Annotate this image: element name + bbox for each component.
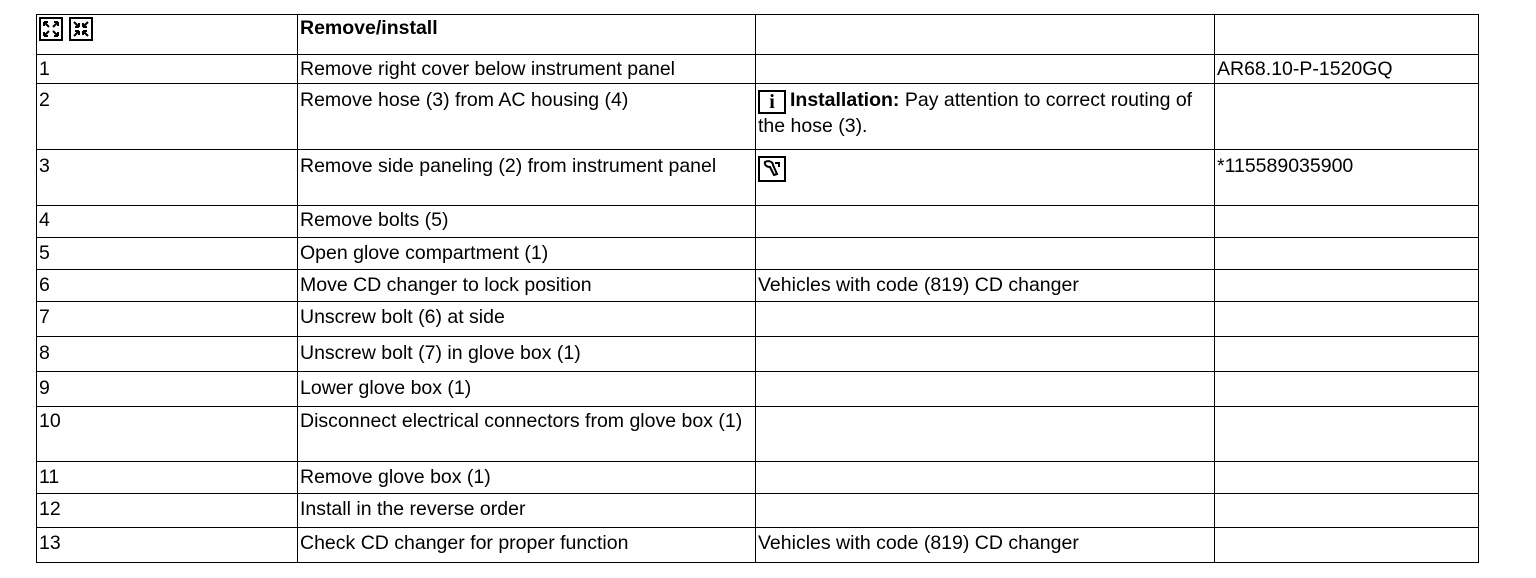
- step-number: 5: [37, 238, 298, 270]
- step-reference-link[interactable]: *115589035900: [1215, 150, 1479, 206]
- step-number: 1: [37, 55, 298, 84]
- step-reference: [1215, 238, 1479, 270]
- table-row: [37, 494, 1479, 528]
- step-reference: [1215, 302, 1479, 337]
- step-number: 13: [37, 528, 298, 563]
- step-reference: [1215, 494, 1479, 528]
- installation-note: Pay attention to correct routing of the hose (3).: [758, 89, 1193, 137]
- step-note: [756, 407, 1215, 462]
- step-action: Disconnect electrical connectors from glove box (1): [298, 407, 756, 462]
- step-reference: [1215, 407, 1479, 462]
- step-number: 9: [37, 372, 298, 407]
- step-number: 4: [37, 206, 298, 238]
- table-row: [37, 270, 1479, 302]
- step-action: Unscrew bolt (7) in glove box (1): [298, 337, 756, 372]
- step-note: [756, 337, 1215, 372]
- step-number: 7: [37, 302, 298, 337]
- header-title: Remove/install: [298, 15, 756, 55]
- step-action: Move CD changer to lock position: [298, 270, 756, 302]
- tool-icon[interactable]: [758, 156, 786, 182]
- table-row: [37, 528, 1479, 563]
- step-reference: [1215, 528, 1479, 563]
- step-number: 2: [37, 84, 298, 150]
- step-action: Remove hose (3) from AC housing (4): [298, 84, 756, 150]
- step-note: Vehicles with code (819) CD changer: [756, 528, 1215, 563]
- table-header-row: [37, 15, 1479, 55]
- step-number: 8: [37, 337, 298, 372]
- step-note: [756, 494, 1215, 528]
- step-action: Lower glove box (1): [298, 372, 756, 407]
- expand-icon[interactable]: [39, 17, 63, 41]
- step-reference: [1215, 270, 1479, 302]
- step-reference-link: [1215, 84, 1479, 150]
- step-reference: [1215, 206, 1479, 238]
- table-row: [37, 407, 1479, 462]
- step-note: [756, 55, 1215, 84]
- table-row: [37, 302, 1479, 337]
- step-action: Check CD changer for proper function: [298, 528, 756, 563]
- step-note-cell: [756, 84, 1215, 150]
- step-action: Remove glove box (1): [298, 462, 756, 494]
- step-reference: [1215, 462, 1479, 494]
- step-number: 11: [37, 462, 298, 494]
- table-row: [37, 337, 1479, 372]
- step-number: 12: [37, 494, 298, 528]
- table-row: [37, 206, 1479, 238]
- procedure-table: [36, 14, 1479, 563]
- step-reference: [1215, 372, 1479, 407]
- step-reference-link[interactable]: AR68.10-P-1520GQ: [1215, 55, 1479, 84]
- table-row: [37, 238, 1479, 270]
- table-row: [37, 84, 1479, 150]
- step-note: [756, 302, 1215, 337]
- info-icon: i: [758, 90, 786, 114]
- header-note-cell: [756, 15, 1215, 55]
- step-action: Remove right cover below instrument panel: [298, 55, 756, 84]
- step-number: 10: [37, 407, 298, 462]
- table-row: [37, 462, 1479, 494]
- step-reference: [1215, 337, 1479, 372]
- installation-label: Installation:: [790, 89, 900, 111]
- step-note: [756, 238, 1215, 270]
- step-note: [756, 462, 1215, 494]
- procedure-sheet: [36, 14, 1478, 563]
- step-number: 3: [37, 150, 298, 206]
- step-action: Open glove compartment (1): [298, 238, 756, 270]
- step-note-cell: [756, 150, 1215, 206]
- collapse-icon[interactable]: [69, 17, 93, 41]
- step-note: [756, 372, 1215, 407]
- step-action: Install in the reverse order: [298, 494, 756, 528]
- step-action: Remove bolts (5): [298, 206, 756, 238]
- step-number: 6: [37, 270, 298, 302]
- step-action: Unscrew bolt (6) at side: [298, 302, 756, 337]
- table-row: [37, 55, 1479, 84]
- step-note: Vehicles with code (819) CD changer: [756, 270, 1215, 302]
- step-action: Remove side paneling (2) from instrument panel: [298, 150, 756, 206]
- table-row: [37, 372, 1479, 407]
- step-note: [756, 206, 1215, 238]
- table-row: [37, 150, 1479, 206]
- header-reference-cell: [1215, 15, 1479, 55]
- header-icons-cell: [37, 15, 298, 55]
